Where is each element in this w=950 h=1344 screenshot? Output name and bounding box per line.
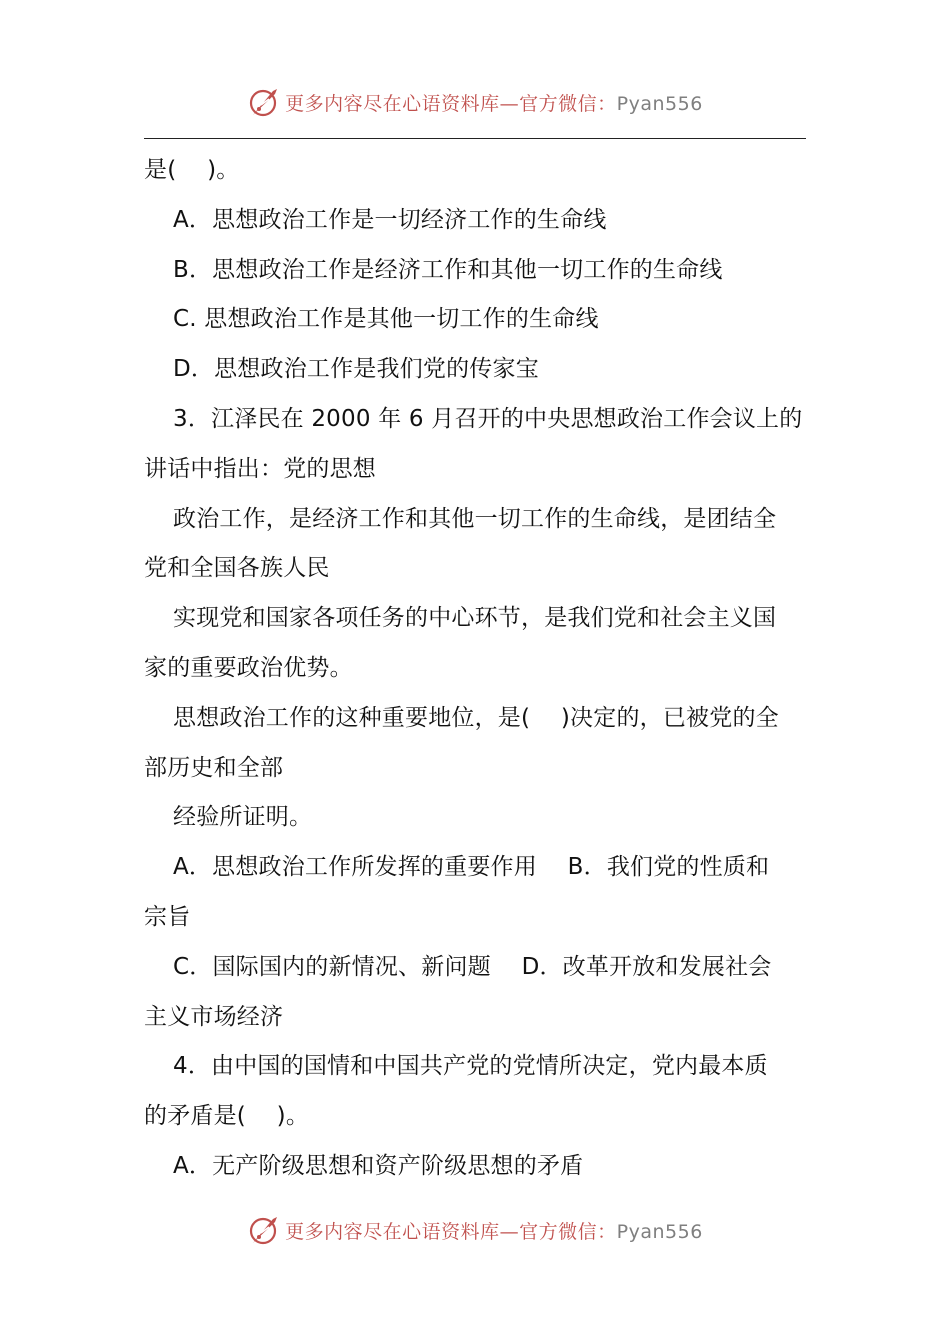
question-line: 3．江泽民在 2000 年 6 月召开的中央思想政治工作会议上的 (173, 405, 803, 432)
option-line: C．国际国内的新情况、新问题 D．改革开放和发展社会 (173, 953, 772, 980)
page-footer-brand (0, 1208, 950, 1252)
text-line: 讲话中指出：党的思想 (144, 455, 376, 482)
option-line: A．思想政治工作所发挥的重要作用 B．我们党的性质和 (173, 854, 770, 881)
header-divider (144, 138, 806, 139)
question-line: 4．由中国的国情和中国共产党的党情所决定，党内最本质 (173, 1053, 768, 1080)
option-line: A．无产阶级思想和资产阶级思想的矛盾 (173, 1152, 584, 1179)
text-line: 是( )。 (144, 157, 240, 183)
text-line: 经验所证明。 (173, 804, 313, 831)
text-line: 主义市场经济 (144, 1003, 284, 1030)
page-header-brand (0, 80, 950, 124)
document-body (144, 146, 816, 1192)
text-line: 部历史和全部 (144, 754, 284, 781)
header-brand-slogan: 更多内容尽在心语资料库—官方微信： (285, 92, 617, 115)
footer-brand-slogan: 更多内容尽在心语资料库—官方微信： (285, 1220, 617, 1243)
text-line: 党和全国各族人民 (144, 555, 330, 582)
footer-brand-text (285, 1217, 703, 1244)
footer-wechat-id: Pyan556 (616, 1220, 703, 1243)
header-wechat-id: Pyan556 (616, 92, 703, 115)
text-line: 的矛盾是( )。 (144, 1103, 310, 1130)
text-line: 宗旨 (144, 903, 191, 930)
option-line: D．思想政治工作是我们党的传家宝 (173, 356, 539, 383)
quill-logo-icon (247, 1213, 281, 1247)
text-line: 家的重要政治优势。 (144, 654, 353, 681)
header-brand-text (285, 89, 703, 116)
text-line: 思想政治工作的这种重要地位，是( )决定的，已被党的全 (173, 704, 779, 731)
quill-logo-icon (247, 85, 281, 119)
text-line: 政治工作，是经济工作和其他一切工作的生命线，是团结全 (173, 505, 777, 532)
option-line: A．思想政治工作是一切经济工作的生命线 (173, 206, 607, 233)
option-line: C. 思想政治工作是其他一切工作的生命线 (173, 306, 599, 333)
option-line: B．思想政治工作是经济工作和其他一切工作的生命线 (173, 256, 723, 283)
text-line: 实现党和国家各项任务的中心环节，是我们党和社会主义国 (173, 605, 777, 632)
